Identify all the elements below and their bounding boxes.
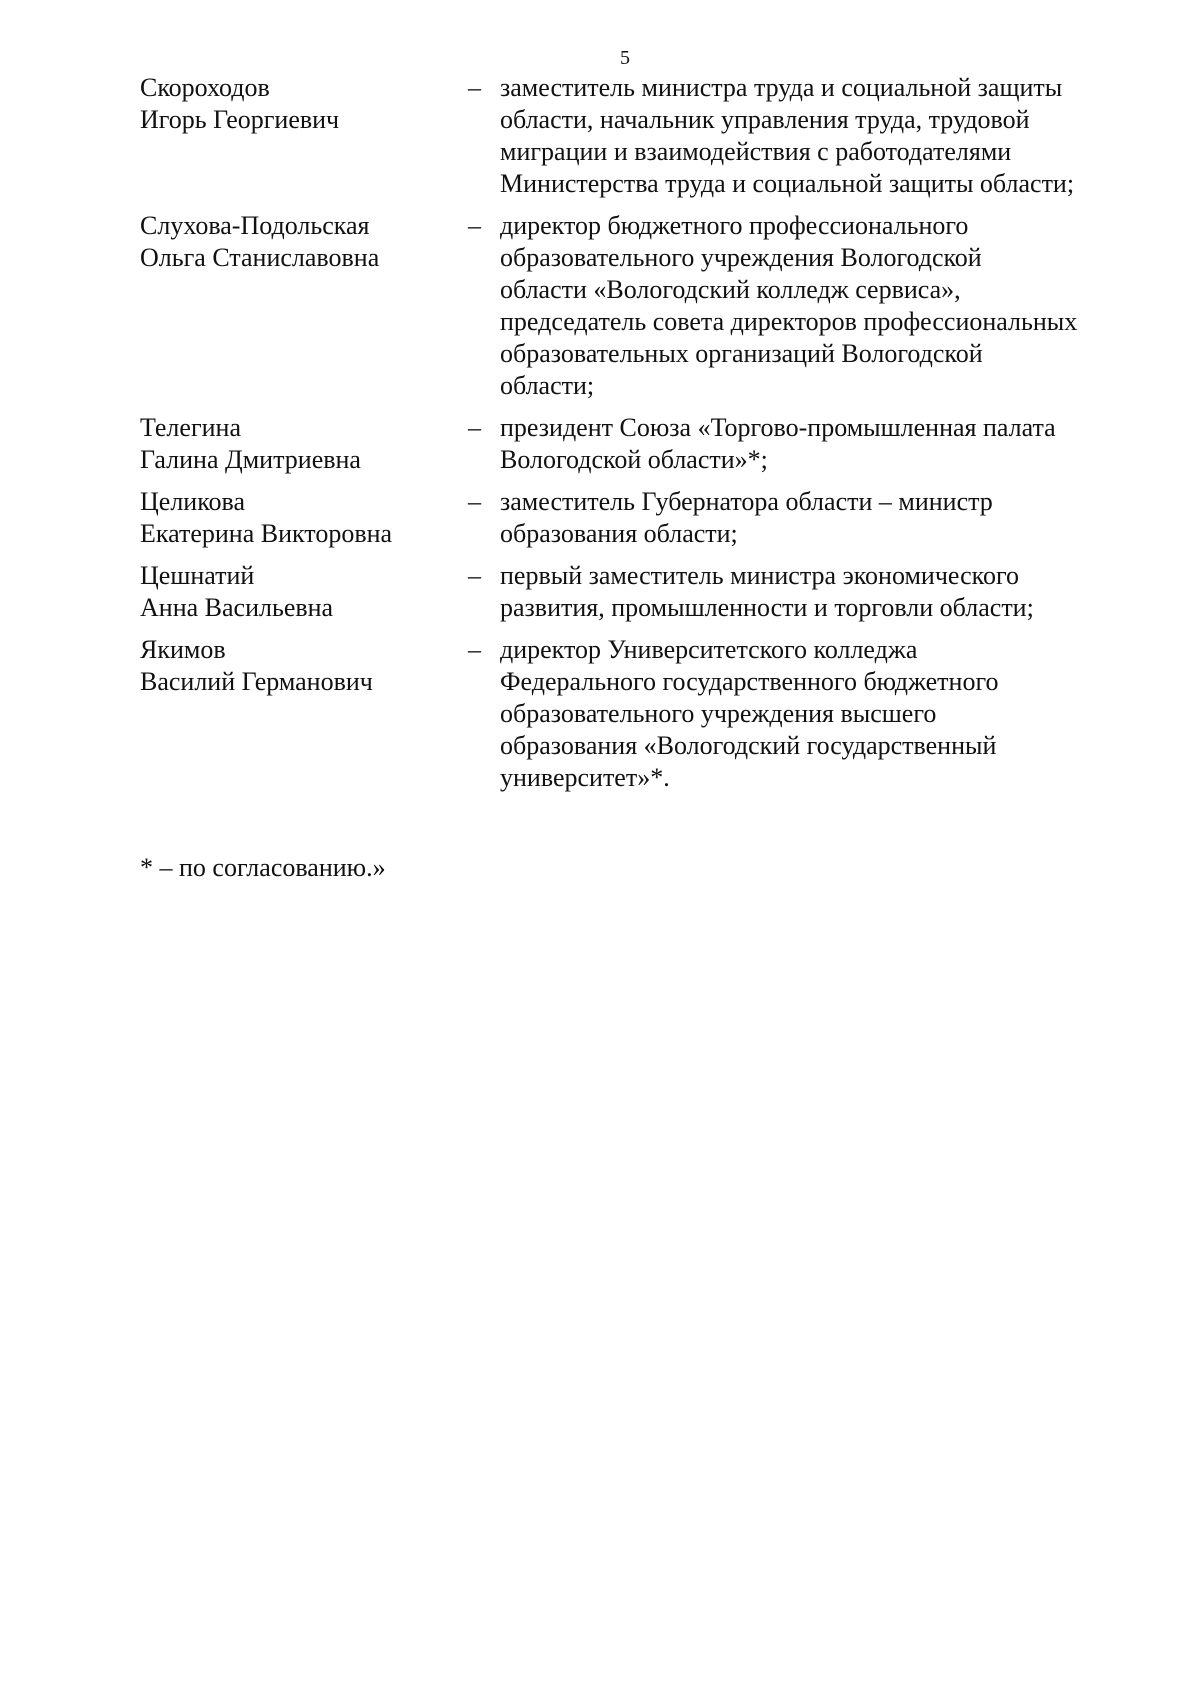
member-dash: –: [468, 211, 481, 240]
member-given-names: Ольга Станиславовна: [140, 243, 380, 272]
member-position: заместитель Губернатора области – министр образования области;: [500, 487, 993, 548]
member-entry: [140, 486, 1140, 550]
member-entry: [140, 560, 1140, 624]
member-surname: Слухова-Подольская: [140, 211, 370, 240]
member-surname: Целикова: [140, 487, 245, 516]
footnote: * – по согласованию.»: [140, 853, 386, 882]
member-dash: –: [468, 487, 481, 516]
member-entry: [140, 412, 1140, 476]
member-given-names: Василий Германович: [140, 667, 373, 696]
member-surname: Якимов: [140, 635, 226, 664]
member-position: заместитель министра труда и социальной защиты области, начальник управления труда, трудовой миграции и взаимодействия с работодателями Министерства труда и социальной защиты области;: [500, 73, 1075, 198]
member-dash: –: [468, 635, 481, 664]
member-name: [140, 72, 468, 136]
member-dash: –: [468, 413, 481, 442]
member-list: [140, 72, 1140, 804]
member-surname: Телегина: [140, 413, 241, 442]
member-name: [140, 412, 468, 476]
member-position: директор Университетского колледжа Федерального государственного бюджетного образовательного учреждения высшего образования «Вологодский государственный университет»*.: [500, 635, 999, 792]
member-name: [140, 486, 468, 550]
member-entry: [140, 634, 1140, 794]
member-dash: –: [468, 561, 481, 590]
member-position: директор бюджетного профессионального образовательного учреждения Вологодской области «Вологодский колледж сервиса», председатель совета директоров профессиональных образовательных организаций Вологодской области;: [500, 211, 1078, 400]
member-dash: –: [468, 73, 481, 102]
member-name: [140, 560, 468, 624]
member-given-names: Анна Васильевна: [140, 593, 334, 622]
member-name: [140, 634, 468, 698]
member-position: президент Союза «Торгово-промышленная палата Вологодской области»*;: [500, 413, 1056, 474]
member-surname: Цешнатий: [140, 561, 255, 590]
member-given-names: Екатерина Викторовна: [140, 519, 393, 548]
page-number: 5: [620, 47, 630, 69]
member-position: первый заместитель министра экономического развития, промышленности и торговли области;: [500, 561, 1034, 622]
member-entry: [140, 210, 1140, 402]
member-given-names: Галина Дмитриевна: [140, 445, 361, 474]
member-name: [140, 210, 468, 274]
member-entry: [140, 72, 1140, 200]
member-surname: Скороходов: [140, 73, 270, 102]
member-given-names: Игорь Георгиевич: [140, 105, 340, 134]
